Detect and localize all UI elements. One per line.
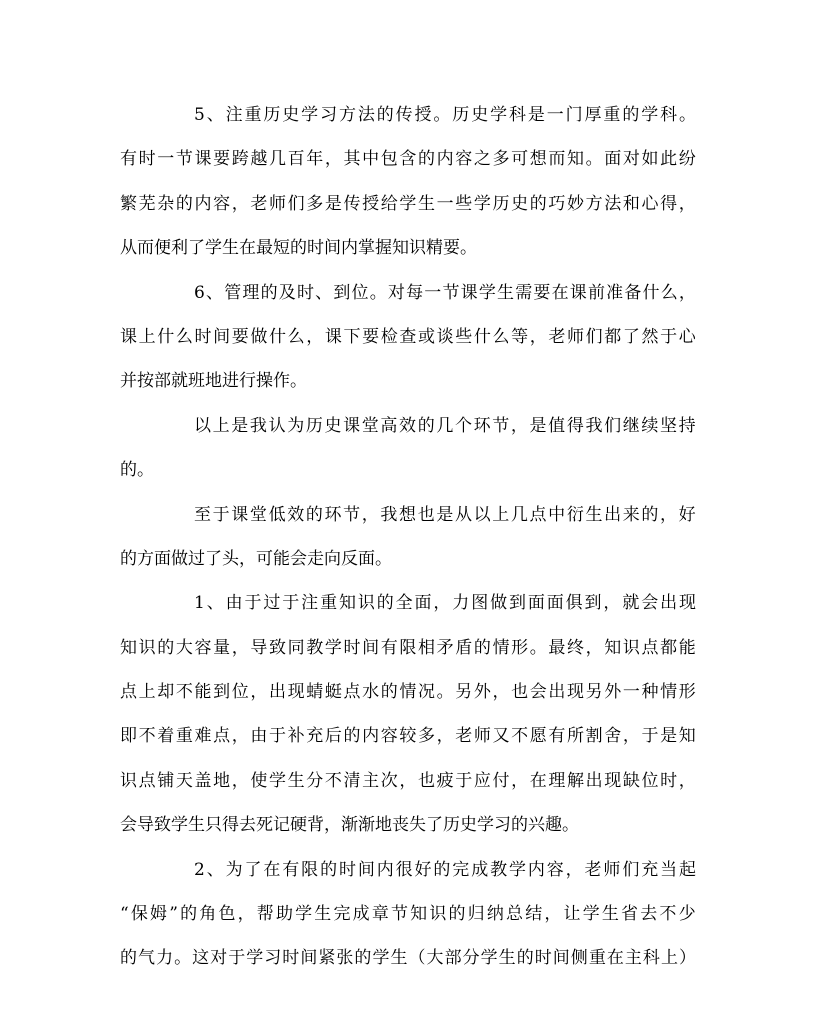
paragraph-point-2 xyxy=(120,848,696,981)
paragraph-low-efficiency-intro xyxy=(120,493,696,582)
text-line: 识 点 铺 天 盖 地 ， 使 学 生 分 不 清 主 次 ， 也 疲 于 应 付 ， 在 理 解 出 现 缺 位 时 ， xyxy=(120,770,696,791)
document-page xyxy=(120,93,696,981)
text-line: 以 上 是 我 认 为 历 史 课 堂 高 效 的 几 个 环 节 ， 是 值 得 我 们 继 续 坚 持 xyxy=(194,415,696,436)
paragraph-point-1 xyxy=(120,581,696,847)
paragraph-method-teaching xyxy=(120,93,696,271)
text-line: 并按部就班地进行操作。 xyxy=(120,371,307,392)
text-line: “ 保 姆 ” 的 角 色 ， 帮 助 学 生 完 成 章 节 知 识 的 归 纳 总 结 ， 让 学 生 省 去 不 少 xyxy=(120,904,696,925)
paragraph-management xyxy=(120,271,696,404)
text-line: 有 时 一 节 课 要 跨 越 几 百 年 ， 其 中 包 含 的 内 容 之 多 可 想 而 知 。 面 对 如 此 纷 xyxy=(120,149,696,170)
text-line: 课 上 什 么 时 间 要 做 什 么 ， 课 下 要 检 查 或 谈 些 什 么 等 ， 老 师 们 都 了 然 于 心 xyxy=(120,326,696,347)
text-line: 点 上 却 不 能 到 位 ， 出 现 蜻 蜓 点 水 的 情 况 。 另 外 ， 也 会 出 现 另 外 一 种 情 形 xyxy=(120,682,696,703)
text-line: 2 、 为 了 在 有 限 的 时 间 内 很 好 的 完 成 教 学 内 容 ， 老 师 们 充 当 起 xyxy=(194,859,696,880)
text-line: 6 、 管 理 的 及 时 、 到 位 。 对 每 一 节 课 学 生 需 要 在 课 前 准 备 什 么 ， xyxy=(194,282,696,303)
text-line: 5 、 注 重 历 史 学 习 方 法 的 传 授 。 历 史 学 科 是 一 门 厚 重 的 学 科 。 xyxy=(194,105,696,125)
paragraph-summary xyxy=(120,404,696,493)
text-line: 从而便利了学生在最短的时间内掌握知识精要。 xyxy=(120,238,477,259)
text-line: 即 不 着 重 难 点 ， 由 于 补 充 后 的 内 容 较 多 ， 老 师 又 不 愿 有 所 割 舍 ， 于 是 知 xyxy=(120,726,696,747)
text-line: 知 识 的 大 容 量 ， 导 致 同 教 学 时 间 有 限 相 矛 盾 的 情 形 。 最 终 ， 知 识 点 都 能 xyxy=(120,637,696,658)
text-line: 1 、 由 于 过 于 注 重 知 识 的 全 面 ， 力 图 做 到 面 面 俱 到 ， 就 会 出 现 xyxy=(194,593,696,614)
text-line: 的。 xyxy=(120,460,154,481)
text-line: 的方面做过了头，可能会走向反面。 xyxy=(120,548,392,569)
text-line: 会导致学生只得去死记硬背，渐渐地丧失了历史学习的兴趣。 xyxy=(120,815,579,836)
text-line: 繁 芜 杂 的 内 容 ， 老 师 们 多 是 传 授 给 学 生 一 些 学 历 史 的 巧 妙 方 法 和 心 得 ， xyxy=(120,193,696,214)
text-line: 至 于 课 堂 低 效 的 环 节 ， 我 想 也 是 从 以 上 几 点 中 衍 生 出 来 的 ， 好 xyxy=(194,504,696,525)
text-line: 的 气 力 。 这 对 于 学 习 时 间 紧 张 的 学 生 （ 大 部 分 学 生 的 时 间 侧 重 在 主 科 上 ） xyxy=(120,948,696,969)
